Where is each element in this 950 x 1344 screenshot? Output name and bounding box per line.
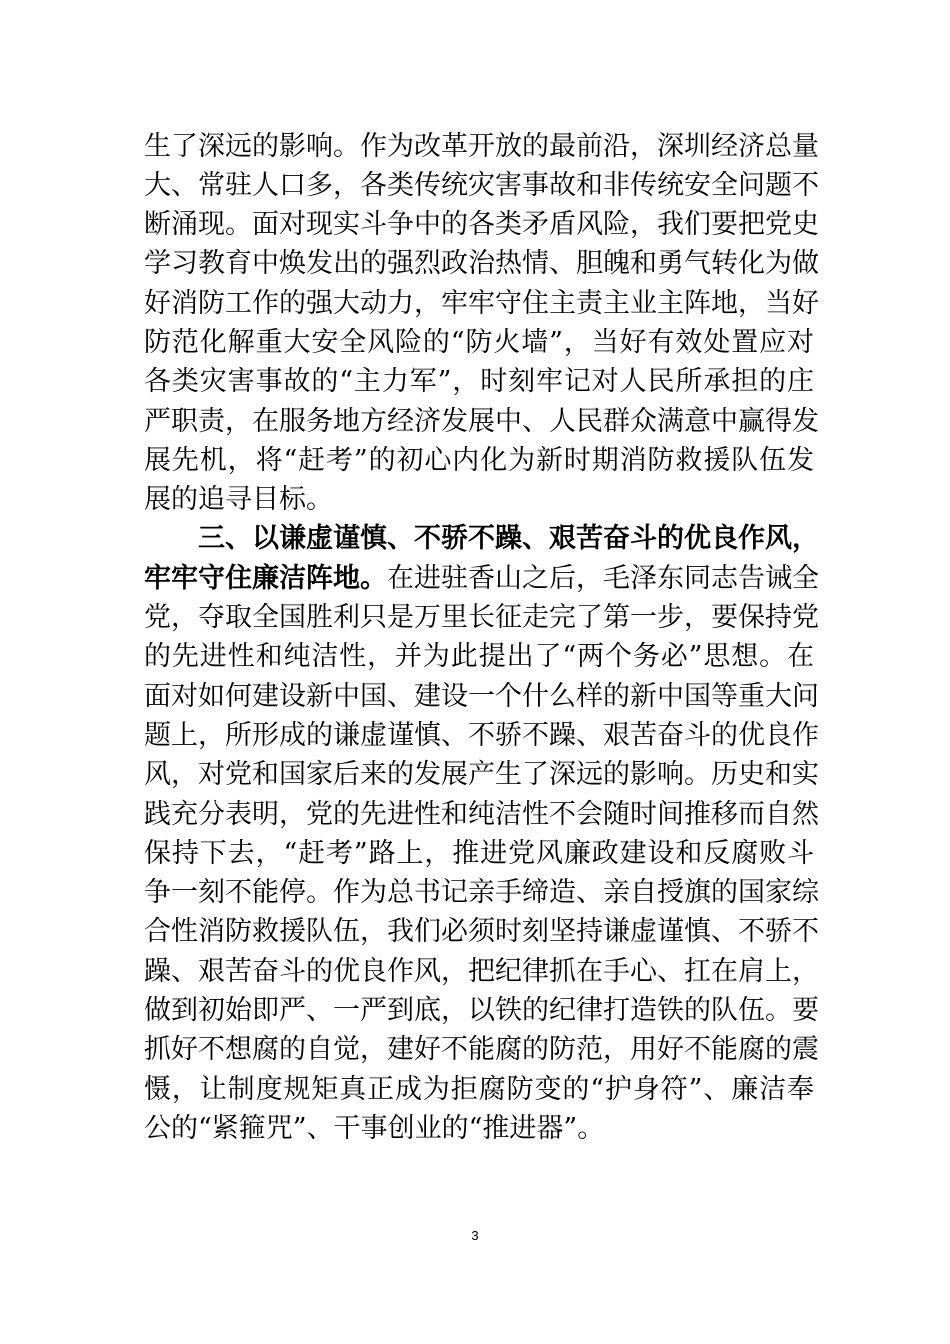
paragraph-1-line: 断涌现。面对现实斗争中的各类矛盾风险，我们要把党史 [144, 209, 819, 240]
paragraph-2-line: 抓好不想腐的自觉，建好不能腐的防范，用好不能腐的震 [144, 1034, 819, 1065]
paragraph-2-text: 在进驻香山之后，毛泽东同志告诫全 [387, 563, 819, 594]
section-heading-continuation: 牢牢守住廉洁阵地。 [144, 563, 387, 594]
paragraph-1-line: 严职责，在服务地方经济发展中、人民群众满意中赢得发 [144, 406, 819, 437]
paragraph-2-line: 风，对党和国家后来的发展产生了深远的影响。历史和实 [144, 759, 819, 790]
paragraph-2-line: 做到初始即严、一严到底，以铁的纪律打造铁的队伍。要 [144, 995, 819, 1026]
section-heading: 三、以谦虚谨慎、不骄不躁、艰苦奋斗的优良作风， [198, 523, 819, 554]
paragraph-1-line: 生了深远的影响。作为改革开放的最前沿，深圳经济总量 [144, 131, 819, 162]
paragraph-2-line: 公的“紧箍咒”、干事创业的“推进器”。 [144, 1113, 605, 1144]
paragraph-2-line: 合性消防救援队伍，我们必须时刻坚持谦虚谨慎、不骄不 [144, 916, 819, 947]
paragraph-1-line: 防范化解重大安全风险的“防火墙”，当好有效处置应对 [144, 327, 814, 358]
paragraph-2-line [144, 559, 819, 599]
paragraph-2-line: 党，夺取全国胜利只是万里长征走完了第一步，要保持党 [144, 602, 819, 633]
paragraph-1-line: 展先机，将“赶考”的初心内化为新时期消防救援队伍发 [144, 445, 814, 476]
paragraph-1-line: 各类灾害事故的“主力军”，时刻牢记对人民所承担的庄 [144, 366, 814, 397]
paragraph-2-line: 争一刻不能停。作为总书记亲手缔造、亲自授旗的国家综 [144, 877, 819, 908]
paragraph-2-line: 保持下去，“赶考”路上，推进党风廉政建设和反腐败斗 [144, 838, 814, 869]
paragraph-2-line: 躁、艰苦奋斗的优良作风，把纪律抓在手心、扛在肩上， [144, 956, 819, 987]
paragraph-2-line: 的先进性和纯洁性，并为此提出了“两个务必”思想。在 [144, 641, 814, 672]
paragraph-1-line: 大、常驻人口多，各类传统灾害事故和非传统安全问题不 [144, 170, 819, 201]
paragraph-2-line: 面对如何建设新中国、建设一个什么样的新中国等重大问 [144, 681, 819, 712]
paragraph-2-line: 践充分表明，党的先进性和纯洁性不会随时间推移而自然 [144, 799, 819, 830]
paragraph-1-line: 展的追寻目标。 [144, 484, 333, 515]
page-number: 3 [471, 1228, 479, 1243]
paragraph-1-line: 学习教育中焕发出的强烈政治热情、胆魄和勇气转化为做 [144, 248, 819, 279]
paragraph-2-line: 慑，让制度规矩真正成为拒腐防变的“护身符”、廉洁奉 [144, 1074, 814, 1105]
paragraph-1-line: 好消防工作的强大动力，牢牢守住主责主业主阵地，当好 [144, 288, 819, 319]
paragraph-2-line: 题上，所形成的谦虚谨慎、不骄不躁、艰苦奋斗的优良作 [144, 720, 819, 751]
